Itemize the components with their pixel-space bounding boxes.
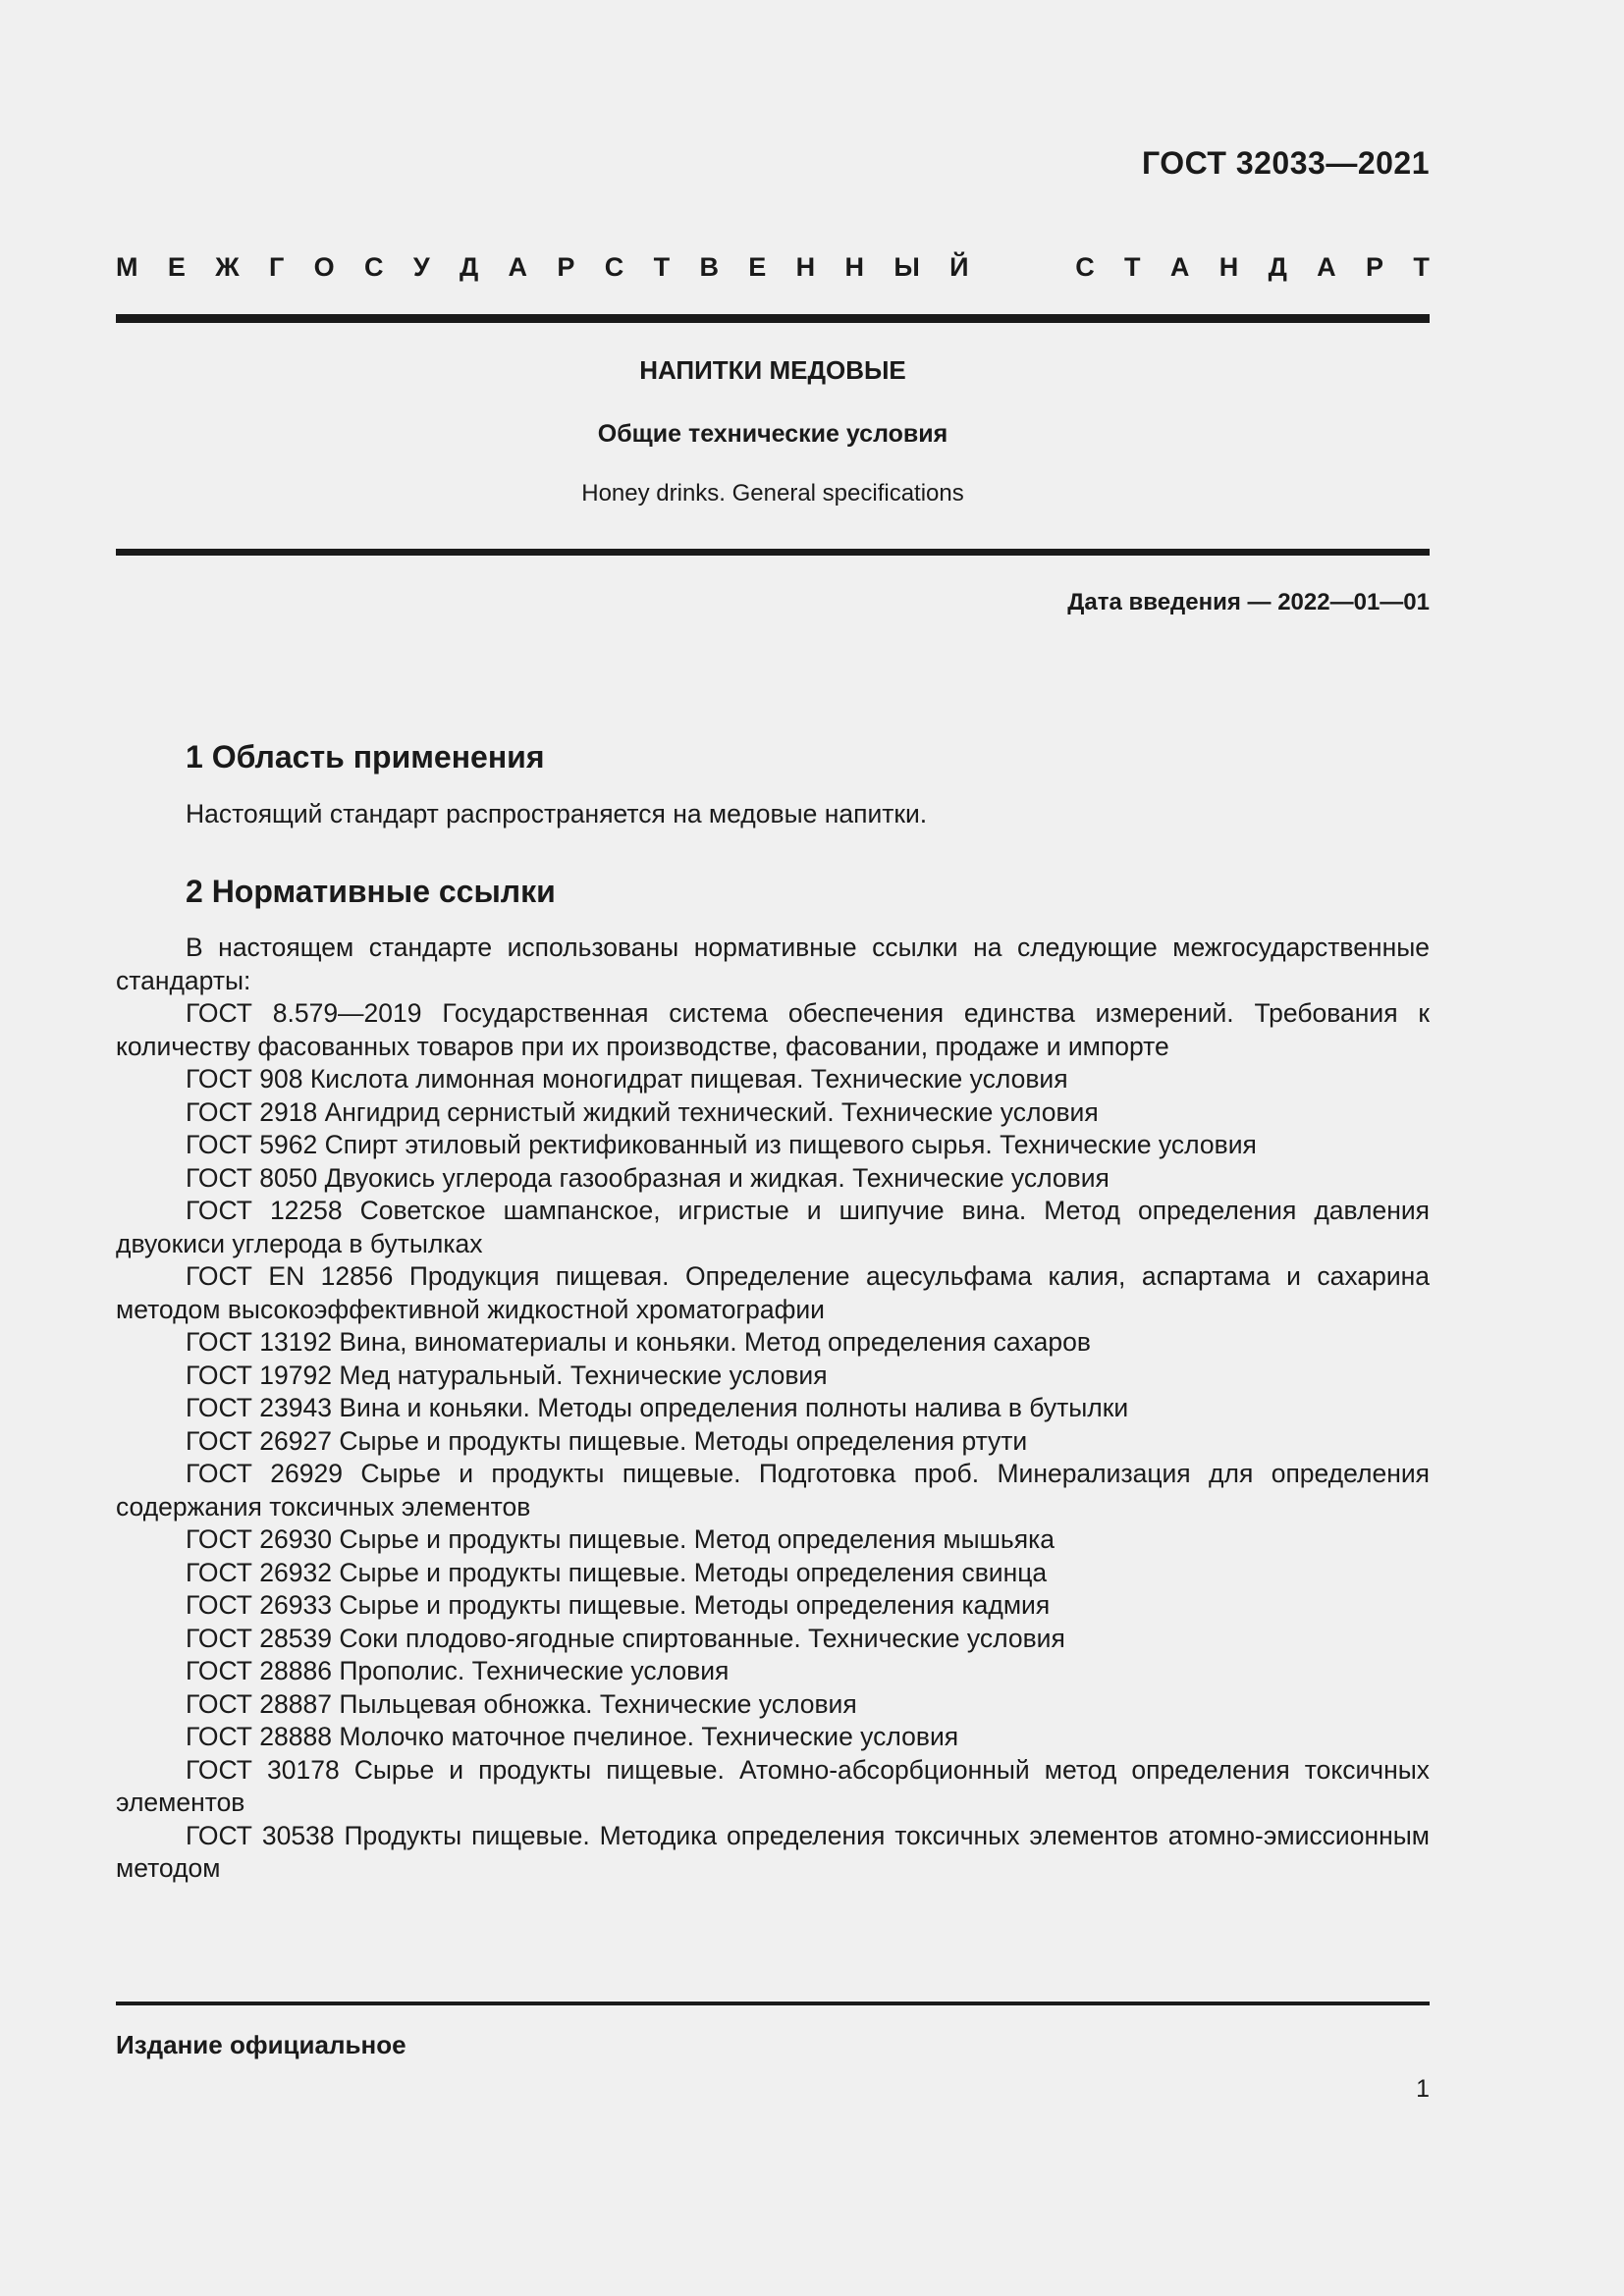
reference-item: ГОСТ 26932 Сырье и продукты пищевые. Методы определения свинца xyxy=(186,1557,1048,1587)
title-divider xyxy=(116,549,1430,556)
reference-item: ГОСТ 26929 Сырье и продукты пищевые. Подготовка проб. Минерализация для определения содержания токсичных элементов xyxy=(116,1459,1430,1522)
reference-item: ГОСТ 26927 Сырье и продукты пищевые. Методы определения ртути xyxy=(186,1425,1028,1456)
standard-type-letter: С xyxy=(363,252,384,282)
standard-type-banner xyxy=(116,252,1430,283)
standard-type-letter: Й xyxy=(949,252,969,282)
document-title: НАПИТКИ МЕДОВЫЕ xyxy=(639,355,906,385)
standard-type-letter: С xyxy=(1075,252,1095,282)
document-subtitle: Общие технические условия xyxy=(597,420,948,448)
standard-type-letter: Р xyxy=(1366,252,1384,282)
standard-type-letter: Ы xyxy=(893,252,920,282)
standard-type-letter: Т xyxy=(1413,252,1430,282)
word-gap xyxy=(999,252,1046,283)
reference-item: ГОСТ 30538 Продукты пищевые. Методика определения токсичных элементов атомно-эмиссионным методом xyxy=(116,1820,1430,1883)
standard-type-letter: С xyxy=(604,252,624,282)
standard-type-letter: Н xyxy=(844,252,864,282)
standard-type-letter: Н xyxy=(795,252,816,282)
reference-item: ГОСТ 28886 Прополис. Технические условия xyxy=(186,1656,730,1685)
standard-type-letter: Г xyxy=(268,252,285,282)
standard-type-letter: А xyxy=(1169,252,1190,282)
reference-item: ГОСТ 26933 Сырье и продукты пищевые. Методы определения кадмия xyxy=(186,1590,1051,1620)
footer-divider xyxy=(116,2002,1430,2005)
reference-item: ГОСТ 5962 Спирт этиловый ректификованный из пищевого сырья. Технические условия xyxy=(186,1130,1257,1159)
reference-item: ГОСТ 2918 Ангидрид сернистый жидкий технический. Технические условия xyxy=(186,1096,1099,1127)
reference-item: ГОСТ 8.579—2019 Государственная система обеспечения единства измерений. Требования к количеству фасованных товаров при их производстве, фасовании, продаже и импорте xyxy=(116,998,1430,1061)
standard-type-letter: Е xyxy=(167,252,186,282)
standard-type-letter: Е xyxy=(748,252,767,282)
document-number: ГОСТ 32033—2021 xyxy=(1141,145,1430,181)
standard-type-letter: Т xyxy=(653,252,671,282)
paragraph: В настоящем стандарте использованы нормативные ссылки на следующие межгосударственные стандарты: xyxy=(116,933,1430,995)
reference-item: ГОСТ 30178 Сырье и продукты пищевые. Атомно-абсорбционный метод определения токсичных элементов xyxy=(116,1754,1430,1817)
normative-references-list xyxy=(116,932,1430,1886)
standard-type-letter: Н xyxy=(1218,252,1239,282)
standard-type-letter: Д xyxy=(459,252,479,282)
section-1-heading: 1 Область применения xyxy=(186,739,545,774)
introduction-date: Дата введения — 2022—01—01 xyxy=(1067,589,1430,615)
reference-item: ГОСТ 908 Кислота лимонная моногидрат пищевая. Технические условия xyxy=(186,1064,1068,1094)
standard-type-letter: У xyxy=(412,252,430,282)
reference-item: ГОСТ 28887 Пыльцевая обножка. Технические условия xyxy=(186,1688,857,1719)
standard-type-letter: А xyxy=(508,252,528,282)
reference-item: ГОСТ 19792 Мед натуральный. Технические условия xyxy=(186,1360,828,1390)
standard-type-letter: М xyxy=(116,252,138,282)
english-title: Honey drinks. General specifications xyxy=(581,480,964,507)
reference-item: ГОСТ 26930 Сырье и продукты пищевые. Метод определения мышьяка xyxy=(186,1524,1056,1554)
standard-type-letter: В xyxy=(699,252,719,282)
reference-item: ГОСТ 28539 Соки плодово-ягодные спиртованные. Технические условия xyxy=(186,1623,1065,1653)
official-edition-label: Издание официальное xyxy=(116,2030,406,2059)
standard-type-letter: Р xyxy=(557,252,575,282)
standard-type-letter: О xyxy=(313,252,335,282)
standard-type-letter: Ж xyxy=(215,252,240,282)
reference-item: ГОСТ 12258 Советское шампанское, игристые и шипучие вина. Метод определения давления двуокиси углерода в бутылках xyxy=(116,1196,1430,1258)
reference-item: ГОСТ 8050 Двуокись углерода газообразная и жидкая. Технические условия xyxy=(186,1162,1110,1193)
section-1-body xyxy=(116,798,1430,831)
standard-type-letter: Д xyxy=(1268,252,1287,282)
standard-type-letter: Т xyxy=(1124,252,1141,282)
reference-item: ГОСТ 28888 Молочко маточное пчелиное. Технические условия xyxy=(186,1722,959,1751)
paragraph: Настоящий стандарт распространяется на медовые напитки. xyxy=(186,799,928,828)
reference-item: ГОСТ 13192 Вина, виноматериалы и коньяки. Метод определения сахаров xyxy=(186,1327,1091,1357)
standard-type-letter: А xyxy=(1317,252,1336,282)
header-divider xyxy=(116,314,1430,323)
section-2-heading: 2 Нормативные ссылки xyxy=(186,874,556,909)
reference-item: ГОСТ EN 12856 Продукция пищевая. Определение ацесульфама калия, аспартама и сахарина методом высокоэффективной жидкостной хроматографии xyxy=(116,1261,1430,1324)
page-number: 1 xyxy=(1416,2075,1430,2103)
reference-item: ГОСТ 23943 Вина и коньяки. Методы определения полноты налива в бутылки xyxy=(186,1393,1129,1422)
